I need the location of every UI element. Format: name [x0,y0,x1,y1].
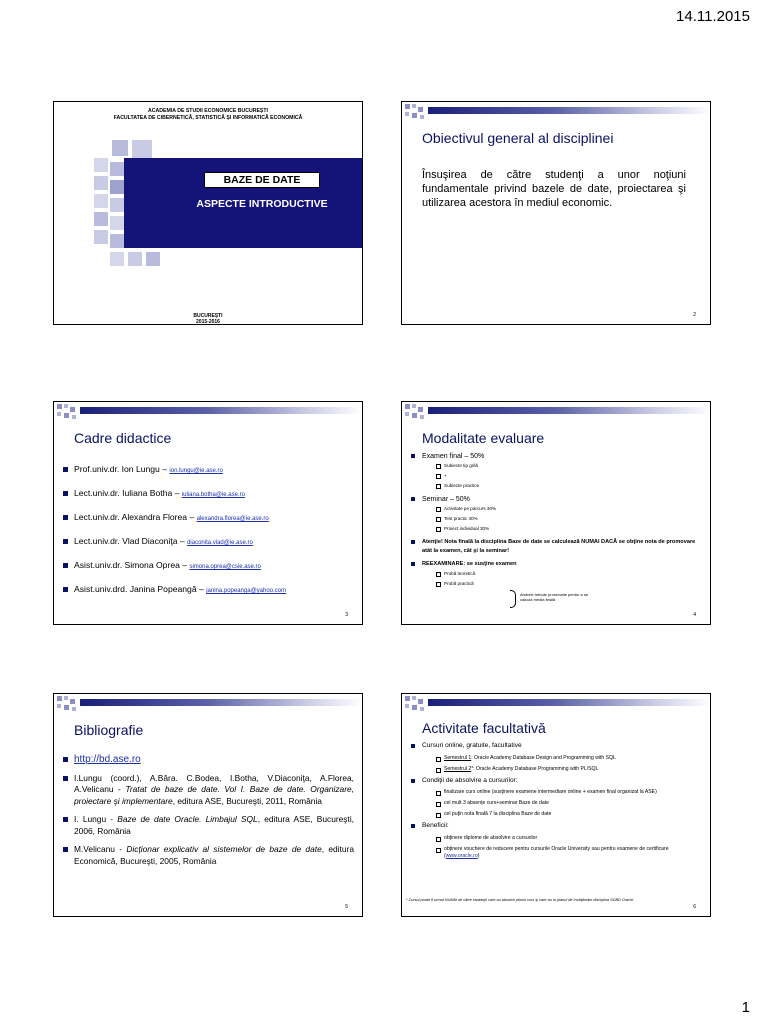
slide-5 [53,693,363,917]
sub-item: Proiect individual 30% [436,524,702,534]
slide-4 [401,401,711,625]
slide-1 [53,101,363,325]
email-link[interactable]: alexandra.florea@ie.ase.ro [196,516,269,522]
slide-number: 4 [693,612,696,618]
course-title: BAZE DE DATE [204,172,320,188]
sub-item: Probă practică [436,579,702,589]
evaluation-list [410,452,702,593]
list-item: Asist.univ.drd. Janina Popeangă – janina.popeanga@yahoo.com [62,584,354,597]
slide-title: Obiectivul general al disciplinei [422,130,614,146]
course-subtitle: ASPECTE INTRODUCTIVE [196,198,328,210]
sub-item: Semestrul 2*: Oracle Academy Database Programming with PL/SQL [436,766,702,773]
email-link[interactable]: janina.popeanga@yahoo.com [206,588,287,594]
footnote: * Cursul poate fi urmat NUMAI de către studenţii care au absolvit primul curs şi care au în planul de învăţământ disciplina SGBD Oracle. [406,898,635,902]
faculty-name: FACULTATEA DE CIBERNETICĂ, STATISTICĂ ȘI INFORMATICĂ ECONOMICĂ [113,115,303,121]
slide-number: 2 [693,312,696,318]
sub-item: obţinere vouchere de reducere pentru cursurile Oracle University sau pentru examene de certificare (www.oracle.ro) [436,846,702,860]
list-item: I. Lungu - Baze de date Oracle. Limbajul SQL, editura ASE, Bucureşti, 2006, România [62,814,354,837]
sub-item: cel puţin nota finală 7 la disciplina Baze de date [436,811,702,818]
list-item: Lect.univ.dr. Alexandra Florea – alexandra.florea@ie.ase.ro [62,512,354,525]
email-link[interactable]: diaconita.vlad@ie.ase.ro [187,540,253,546]
sub-item: obţinere diplome de absolvire a cursurilor [436,835,702,842]
sub-item: Activitate pe parcurs 30% [436,504,702,514]
slide-3 [53,401,363,625]
page-number: 1 [741,999,750,1016]
exam-sublist [422,461,702,491]
slide-6 [401,693,711,917]
list-item-benefits: Beneficii: obţinere diplome de absolvire a cursurilor obţinere vouchere de reducere pentru cursurile Oracle University sau pentru examene de certificare (www.oracle.ro) [410,822,702,860]
list-item: M.Velicanu - Dicţionar explicativ al sistemelor de baze de date, editura Economică, Bucureşti, 2005, România [62,844,354,867]
list-item: Prof.univ.dr. Ion Lungu – ion.lungu@ie.ase.ro [62,464,354,477]
university-name: ACADEMIA DE STUDII ECONOMICE BUCUREȘTI [148,108,268,114]
oracle-link[interactable]: www.oracle.ro [445,852,478,859]
list-item [62,754,354,766]
website-link[interactable]: http://bd.ase.ro [74,754,141,765]
list-item-reexam: REEXAMINARE: se susţine examen Probă teoretică Probă practică [410,560,702,589]
reexam-sublist [422,569,702,589]
city: BUCUREȘTI [193,313,223,319]
seminar-sublist [422,504,702,534]
academic-year: 2015-2016 [196,319,220,325]
warning-note: Atenţie! Nota finală la disciplina Baze de date se calculează NUMAI DACĂ se obţine nota de promovare atât la examen, cât şi la seminar! [410,538,702,556]
sub-item: Test practic 40% [436,514,702,524]
slide-header-decoration [402,402,710,422]
slide-number: 3 [345,612,348,618]
sub-item-plus: + [436,471,702,481]
list-item: Lect.univ.dr. Vlad Diaconiţa – diaconita.vlad@ie.ase.ro [62,536,354,549]
conditions-sublist [422,789,702,818]
sub-item: Semestrul 1: Oracle Academy Database Design and Programming with SQL [436,755,702,762]
slide-title: Bibliografie [74,722,144,738]
email-link[interactable]: simona.oprea@csie.ase.ro [189,564,261,570]
list-item-seminar: Seminar – 50% Activitate pe parcurs 30% Test practic 40% Proiect individual 30% [410,495,702,534]
staff-list [62,464,354,608]
optional-activity-list [410,742,702,864]
slide-2 [401,101,711,325]
slide-title: Activitate facultativă [422,720,546,736]
slide-header-decoration [402,102,710,122]
slide-header-decoration [402,694,710,714]
brace-decoration [510,590,516,608]
benefits-sublist [422,835,702,860]
list-item-exam: Examen final – 50% Subiecte tip grilă + Subiecte practice [410,452,702,491]
list-item: Lect.univ.dr. Iuliana Botha – iuliana.botha@ie.ase.ro [62,488,354,501]
sub-item: Probă teoretică [436,569,702,579]
slide-number: 5 [345,904,348,910]
list-item-courses: Cursuri online, gratuite, facultative Semestrul 1: Oracle Academy Database Design and Programming with SQL Semestrul 2*: Oracle Academy Database Programming with PL/SQL [410,742,702,773]
slide-number: 6 [693,904,696,910]
courses-sublist [422,755,702,773]
reexam-note: Ambele trebuie promovate pentru a se calcula media finală [520,592,589,602]
email-link[interactable]: ion.lungu@ie.ase.ro [169,468,223,474]
page-date: 14.11.2015 [676,8,750,25]
slide-body-text: Însuşirea de către studenţi a unor noţiuni fundamentale privind bazele de date, proiectarea şi utilizarea acestora în mediul economic. [422,169,686,209]
sub-item: finalizare curs online (susţinere examene intermediare online + examen final organizat la ASE) [436,789,702,796]
slide-title: Modalitate evaluare [422,430,545,446]
list-item-conditions: Condiţii de absolvire a cursurilor: finalizare curs online (susţinere examene intermediare online + examen final organizat la ASE) cel mult 3 absenţe curs+seminar Baze de date cel puţin nota finală 7 la disciplina Baze de date [410,777,702,819]
list-item: Asist.univ.dr. Simona Oprea – simona.oprea@csie.ase.ro [62,560,354,573]
sub-item: Subiecte practice [436,481,702,491]
sub-item: Subiecte tip grilă [436,461,702,471]
city-year [54,313,362,325]
list-item: I.Lungu (coord.), A.Bâra. C.Bodea, I.Botha, V.Diaconiţa, A.Florea, A.Velicanu - Tratat de baze de date. Vol I. Baze de date. Organizare, proiectare şi implementare, editura ASE, Bucureşti, 2011, România [62,773,354,808]
email-link[interactable]: iuliana.botha@ie.ase.ro [181,492,245,498]
slide-header-decoration [54,402,362,422]
bibliography-list [62,754,354,874]
sub-item: cel mult 3 absenţe curs+seminar Baze de date [436,800,702,807]
slide-title: Cadre didactice [74,430,172,446]
slide-header-decoration [54,694,362,714]
